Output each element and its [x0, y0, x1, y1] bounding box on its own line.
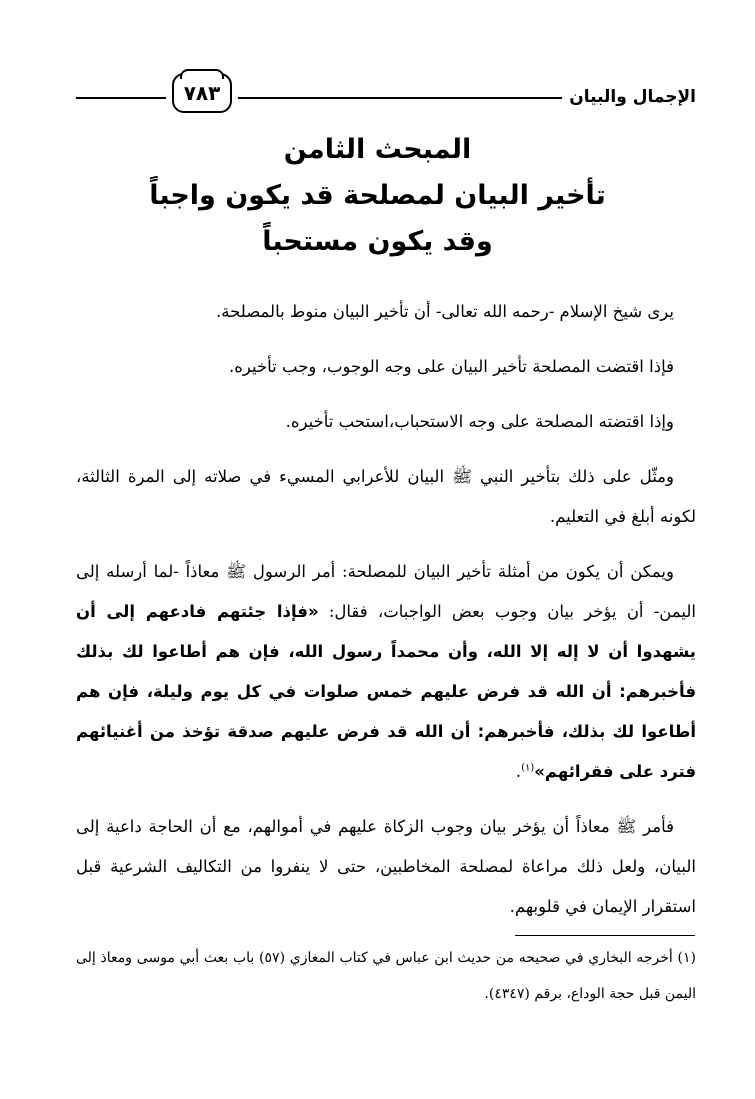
page-number: ٧٨٣ [183, 81, 221, 105]
footnote-text: أخرجه البخاري في صحيحه من حديث ابن عباس في كتاب المغازي (٥٧) باب بعث أبي موسى ومعاذ إلى اليمن قبل حجة الوداع، برقم (٤٣٤٧). [76, 950, 696, 1002]
paragraph-4: ومثّل على ذلك بتأخير النبي ﷺ البيان للأعرابي المسيء في صلاته إلى المرة الثالثة، لكونه أبلغ في التعليم. [76, 467, 696, 526]
paragraph-2: فإذا اقتضت المصلحة تأخير البيان على وجه الوجوب، وجب تأخيره. [228, 357, 674, 376]
header-rule-left [76, 97, 166, 99]
section-heading: المبحث الثامن [283, 134, 472, 165]
paragraph-5-end: . [515, 762, 522, 781]
section-title-line-2: وقد يكون مستحباً [262, 226, 493, 257]
hadith-quote: «فإذا جئتهم فادعهم إلى أن يشهدوا أن لا إله إلا الله، وأن محمداً رسول الله، فإن هم أطاعوا لك بذلك فأخبرهم: أن الله قد فرض عليهم خمس صلوات في كل يوم وليلة، فإن هم أطاعوا لك بذلك، فأخبرهم: أن الله قد فرض عليهم صدقة تؤخذ من أغنيائهم فترد على فقرائهم» [76, 602, 696, 781]
body-text [76, 292, 696, 942]
footnote-separator [515, 935, 695, 936]
paragraph-5-intro: ويمكن أن يكون من أمثلة تأخير البيان للمصلحة: أمر الرسول ﷺ معاذاً -لما أرسله إلى اليمن- أن يؤخر بيان وجوب بعض الواجبات، فقال: [76, 562, 696, 621]
paragraph-6: فأمر ﷺ معاذاً أن يؤخر بيان وجوب الزكاة عليهم في أموالهم، مع أن الحاجة داعية إلى البيان، ولعل ذلك مراعاة لمصلحة المخاطبين، حتى لا ينفروا من التكاليف الشرعية قبل استقرار الإيمان في قلوبهم. [76, 817, 696, 916]
running-header [76, 70, 696, 118]
section-title-block [60, 127, 695, 265]
footnote-marker: (١) [677, 950, 697, 966]
footnote-reference[interactable]: (١) [521, 762, 535, 774]
paragraph-1: يرى شيخ الإسلام -رحمه الله تعالى- أن تأخير البيان منوط بالمصلحة. [216, 302, 674, 321]
paragraph-5 [76, 552, 696, 792]
header-rule-right [238, 97, 562, 99]
running-title: الإجمال والبيان [569, 87, 696, 107]
page-number-frame [172, 73, 232, 113]
footnote [76, 940, 696, 1012]
section-title-line-1: تأخير البيان لمصلحة قد يكون واجباً [149, 180, 606, 211]
paragraph-3: وإذا اقتضته المصلحة على وجه الاستحباب،استحب تأخيره. [285, 412, 674, 431]
